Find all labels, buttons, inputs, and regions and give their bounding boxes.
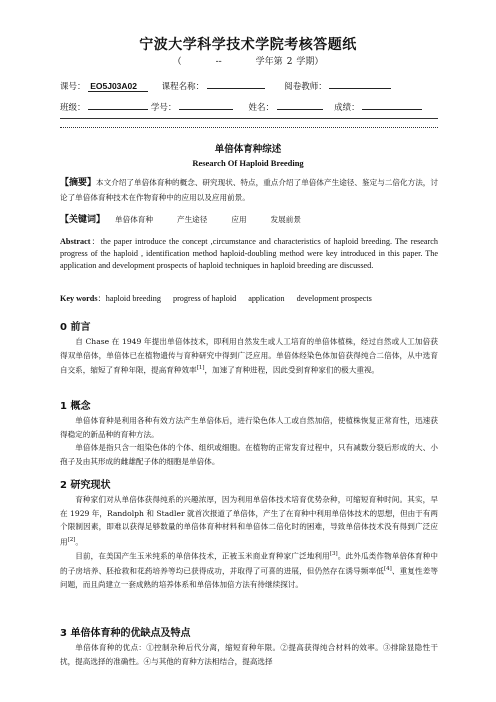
section-2-text-2a: 目前，在美国产生玉米纯系的单倍体技术，正被玉米商业育种家广泛地利用 [75, 551, 330, 561]
course-name-field[interactable] [207, 78, 265, 89]
grader-label: 阅卷教师： [284, 82, 327, 92]
keyword-en-item: haploid breeding [105, 294, 161, 303]
term-line [0, 54, 496, 67]
header-divider [60, 118, 438, 119]
citation-ref: [4] [383, 566, 392, 573]
student-no-field[interactable] [179, 99, 233, 110]
name-label: 姓名： [248, 103, 275, 113]
paper-title-cn: 单倍体育种综述 [214, 144, 282, 155]
citation-ref: [2] [67, 536, 76, 543]
citation-ref: [3] [329, 551, 338, 557]
paper-title-en: Research Of Haploid Breeding [192, 158, 304, 168]
keywords-label: 【关键词】 [60, 215, 106, 225]
section-2-text-2c: 、重复性差等问题，而且尚建立一套成熟的培养体系和单倍体加倍方法有待继续探讨。 [60, 566, 439, 590]
abstract-label: 【摘要】 [60, 178, 97, 188]
keyword-en-item: development prospects [296, 294, 372, 303]
term-open: （ [172, 57, 182, 67]
citation-ref: [1] [196, 365, 205, 372]
section-1-heading: 1 概念 [60, 401, 91, 412]
keyword-en-item: application [248, 294, 285, 303]
class-label: 班级： [60, 103, 86, 113]
abstract-en-text: ：the paper introduce the concept ,circumstance and characteristics of haploid breeding. The research progress of the haploid , identification method haploid-doubling method were key introduced in this paper. The application and development prospects of haploid techniques in haploid breeding are discussed. [60, 237, 438, 271]
keyword-item: 产生途径 [176, 215, 208, 224]
sheet-title: 宁波大学科学技术学院考核答题纸 [139, 37, 357, 53]
abstract-text: 本文介绍了单倍体育种的概念、研究现状、特点，重点介绍了单倍体产生途径、鉴定与二倍化方法，讨论了单倍体育种技术在作物育种中的应用以及应用前景。 [60, 178, 438, 202]
keyword-item: 应用 [231, 215, 247, 224]
keywords-en [60, 293, 438, 305]
section-2-paragraph-2 [60, 548, 438, 592]
keywords-en-sep: ： [97, 294, 106, 303]
term-dash: -- [215, 57, 222, 67]
section-2-text: 育种家们对从单倍体获得纯系的兴趣浓厚，因为利用单倍体技术培育优势杂种，可缩短育种时间。其实，早在 1929 年，Randolph 和 Stadler 就首次报道了单倍体，产生了在育种中利用单倍体技术的思想，但由于有两个限制因素，即难以获得足够数量的单倍体育种材料和单倍体二倍化时的困难，导致单倍体技术没有得到广泛应用 [60, 495, 438, 547]
section-0-paragraph [60, 335, 438, 377]
term-year-label: 学年第 [255, 57, 283, 67]
keyword-item: 单倍体育种 [115, 215, 153, 224]
grader-field[interactable] [329, 78, 391, 89]
keywords-cn [60, 213, 438, 228]
keyword-item: 发展前景 [270, 215, 301, 224]
section-1-paragraph-2: 单倍体是指只含一组染色体的个体、组织或细胞。在植物的正常发育过程中，只有减数分裂后形成的大、小孢子及由其形成的雌雄配子体的细胞是单倍体。 [60, 443, 438, 466]
score-label: 成绩： [334, 103, 360, 113]
keyword-en-item: progress of haploid [172, 294, 237, 303]
course-no-field[interactable] [88, 81, 148, 92]
class-field[interactable] [88, 99, 148, 110]
abstract-en [60, 236, 438, 273]
section-2-text-end: 。 [75, 537, 83, 547]
course-no-value: EO5J03A02 [90, 81, 138, 91]
section-2-paragraph-1 [60, 493, 438, 549]
section-0-text-end: ，加速了育种进程，因此受到育种家们的极大重视。 [204, 365, 380, 375]
name-field[interactable] [277, 99, 323, 110]
section-0-heading: 0 前言 [60, 322, 91, 333]
score-field[interactable] [362, 99, 422, 110]
info-row-course [60, 78, 391, 92]
section-3-paragraph-1: 单倍体育种的优点：①控制杂种后代分离，缩短育种年限。②提高获得纯合材料的效率。③排除显隐性干扰，提高选择的准确性。④与其他的育种方法相结合，提高选择 [60, 643, 438, 666]
abstract-en-label: Abstract [60, 237, 91, 246]
section-2-text-2b: 。此外瓜类作物单倍体育种中的子房培养、胚抢救和花药培养等均已获得成功，并取得了可喜的进展，但仍然存在诱导频率低 [60, 551, 439, 576]
keywords-en-label: Key words [60, 294, 98, 303]
student-no-label: 学号： [150, 103, 177, 113]
course-name-label: 课程名称： [161, 82, 205, 92]
info-row-student [60, 99, 422, 113]
section-1-paragraph-1: 单倍体育种是利用各种有效方法产生单倍体后，进行染色体人工或自然加倍，使植株恢复正常育性，迅速获得稳定的新品种的育种方法。 [60, 416, 438, 439]
course-no-label: 课号： [60, 82, 86, 92]
dotted-divider [60, 127, 438, 128]
section-0-text: 自 Chase 在 1949 年提出单倍体技术，即利用自然发生或人工培育的单倍体植株，经过自然或人工加倍获得双单倍体，单倍体已在植物遗传与育种研究中得到广泛应用。单倍体经染色体加倍获得纯合二倍体，从中选育自交系，缩短了育种年限，提高育种效率 [60, 337, 438, 375]
section-3-heading: 3 单倍体育种的优缺点及特点 [60, 628, 191, 639]
section-2-heading: 2 研究现状 [60, 480, 111, 491]
term-close: 学期） [296, 57, 324, 67]
term-number: 2 [286, 57, 293, 67]
abstract-cn [60, 176, 438, 204]
